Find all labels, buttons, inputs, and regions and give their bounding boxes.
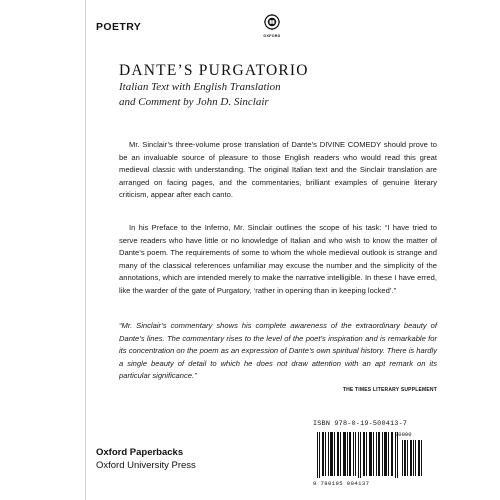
oxford-logo [258, 14, 286, 38]
oxford-book-logo-icon [264, 14, 280, 30]
description-paragraph-2: In his Preface to the Inferno, Mr. Sinclair outlines the scope of his task: “I have tried to serve readers who have little or no knowledge of Italian and who wish to know the matter of Dante’s poem. The requirements of some to whom the whole medieval outlook is strange and many of the classical references unfamiliar may excuse the number and the simplicity of the annotations, which are intended merely to make the narrative intelligible. In these I have erred, like the warder of the gate of Purgatory, ‘rather in opening than in keeping locked’.” [119, 223, 437, 295]
subtitle-line-1: Italian Text with English Translation [119, 81, 281, 93]
isbn-number: ISBN 978-0-19-500413-7 [313, 420, 408, 428]
description-paragraph-1: Mr. Sinclair’s three-volume prose translation of Dante’s DIVINE COMEDY should prove to be an invaluable source of pleasure to those English readers who would read this great medieval classic with understanding. The original Italian text and the Sinclair translation are arranged on facing pages, and the commentaries, brilliant examples of genuine literary criticism, appear after each canto. [119, 140, 437, 200]
category-label: POETRY [96, 21, 142, 33]
publisher-name: Oxford University Press [96, 460, 196, 471]
price-code: 90000 [395, 431, 412, 438]
review-quote: “Mr. Sinclair’s commentary shows his complete awareness of the extraordinary beauty of Dante’s lines. The commentary rises to the level of the poet’s inspiration and is remarkable for its concentration on the poem as an expression of Dante’s own spiritual history. There is hardly a single beauty of detail to which he does not draw attention with an apt remark on its particular significance.” [119, 321, 437, 381]
book-title: DANTE’S PURGATORIO [119, 62, 309, 79]
logo-wordmark: OXFORD [263, 34, 281, 38]
review-source: THE TIMES LITERARY SUPPLEMENT [342, 387, 437, 393]
barcode-digits: 9 780195 004137 [313, 480, 370, 487]
publisher-imprint: Oxford Paperbacks [96, 447, 184, 458]
book-subtitle [119, 80, 281, 110]
subtitle-line-2: and Comment by John D. Sinclair [119, 96, 269, 108]
